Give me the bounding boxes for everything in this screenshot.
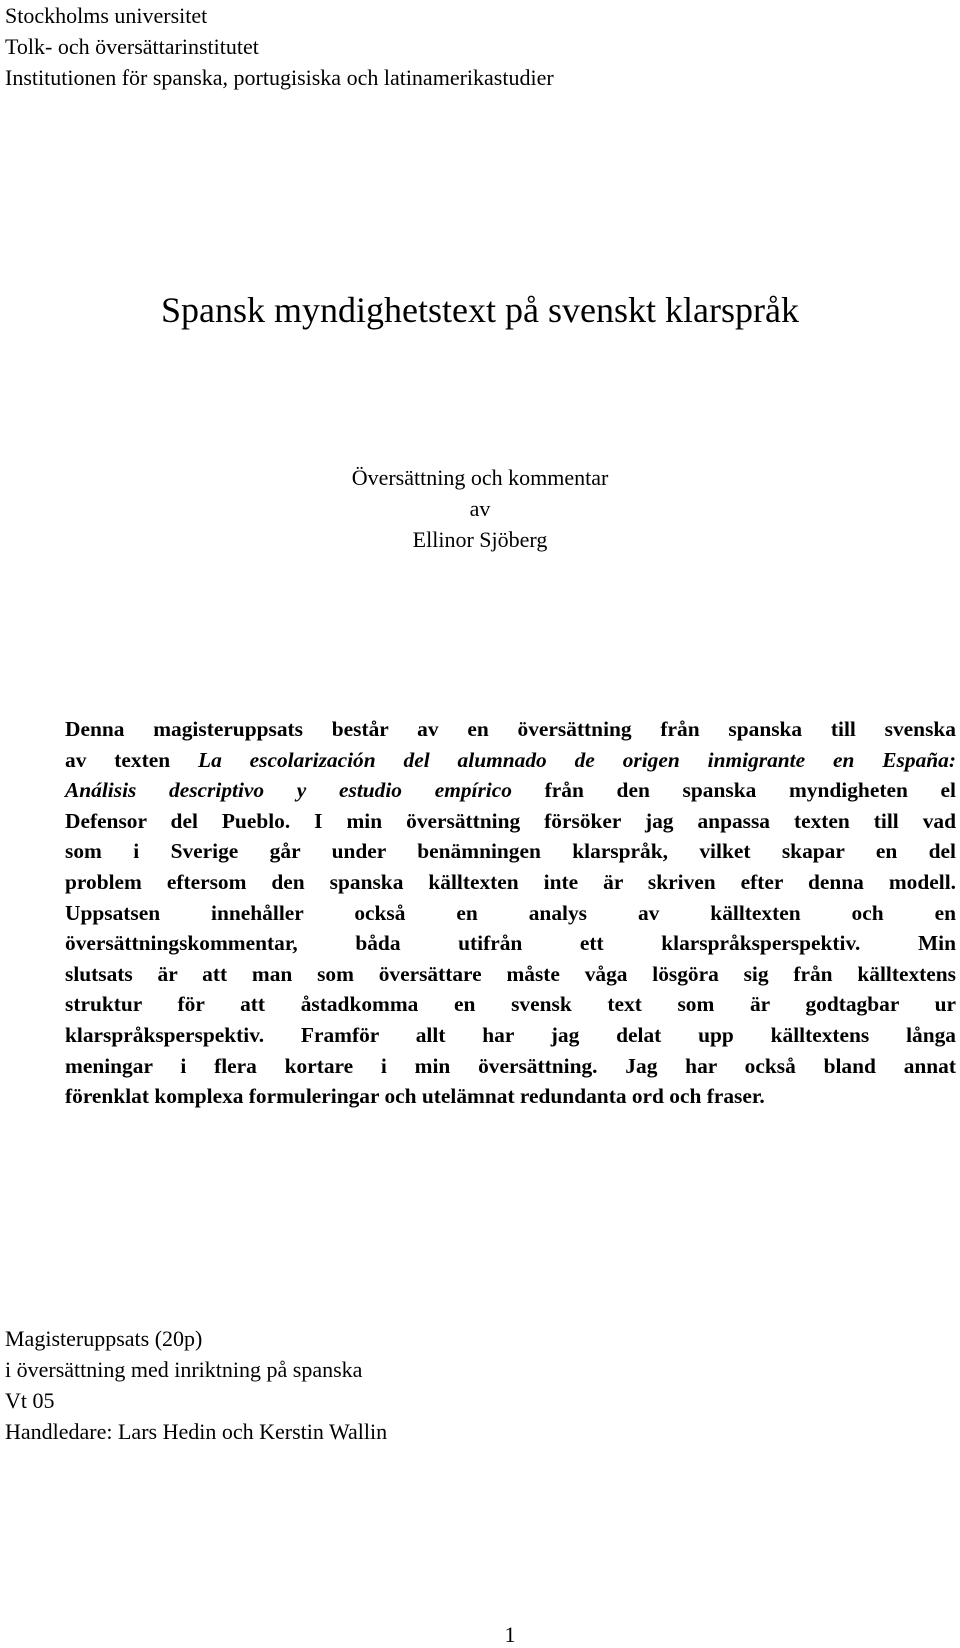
abstract-line: Uppsatsen innehåller också en analys av källtexten och en (65, 900, 956, 925)
abstract-line: klarspråksperspektiv. Framför allt har jag delat upp källtextens långa (65, 1022, 956, 1047)
source-title-italic: Análisis descriptivo y estudio empírico (65, 778, 512, 803)
document-header (5, 0, 554, 93)
abstract-line: Defensor del Pueblo. I min översättning försöker jag anpassa texten till vad (65, 808, 956, 833)
abstract-line: slutsats är att man som översättare måste våga lösgöra sig från källtextens (65, 961, 956, 986)
author-name: Ellinor Sjöberg (412, 527, 548, 552)
abstract-text: av texten (65, 747, 199, 772)
abstract-paragraph (65, 714, 956, 1112)
term-label: Vt 05 (5, 1388, 55, 1413)
abstract-line: förenklat komplexa formuleringar och utelämnat redundanta ord och fraser. (65, 1084, 765, 1109)
university-name: Stockholms universitet (5, 3, 208, 28)
subtitle-by: av (469, 496, 491, 521)
abstract-line (65, 775, 956, 806)
supervisors-label: Handledare: Lars Hedin och Kerstin Wallin (5, 1419, 388, 1444)
institute-name: Tolk- och översättarinstitutet (5, 34, 259, 59)
document-title: Spansk myndighetstext på svenskt klarspråk (161, 290, 799, 330)
abstract-line: problem eftersom den spanska källtexten inte är skriven efter denna modell. (65, 869, 956, 894)
abstract-line: Denna magisteruppsats består av en översättning från spanska till svenska (65, 717, 956, 741)
thesis-info (5, 1323, 387, 1447)
abstract-line: meningar i flera kortare i min översättning. Jag har också bland annat (65, 1053, 956, 1078)
abstract-line (65, 745, 956, 776)
subtitle-line: Översättning och kommentar (351, 465, 609, 490)
subtitle-block (0, 462, 960, 555)
abstract-line: översättningskommentar, båda utifrån ett klarspråksperspektiv. Min (65, 931, 956, 956)
abstract-line: struktur för att åstadkomma en svensk text som är godtagbar ur (65, 992, 956, 1017)
program-label: i översättning med inriktning på spanska (5, 1357, 363, 1382)
source-title-italic: La escolarización del alumnado de origen inmigrante en España: (198, 747, 956, 772)
abstract-text: från den spanska myndigheten el (511, 778, 956, 803)
degree-label: Magisteruppsats (20p) (5, 1326, 203, 1351)
page-number: 1 (504, 1622, 516, 1647)
abstract-line: som i Sverige går under benämningen klarspråk, vilket skapar en del (65, 839, 956, 864)
department-name: Institutionen för spanska, portugisiska och latinamerikastudier (5, 65, 554, 90)
